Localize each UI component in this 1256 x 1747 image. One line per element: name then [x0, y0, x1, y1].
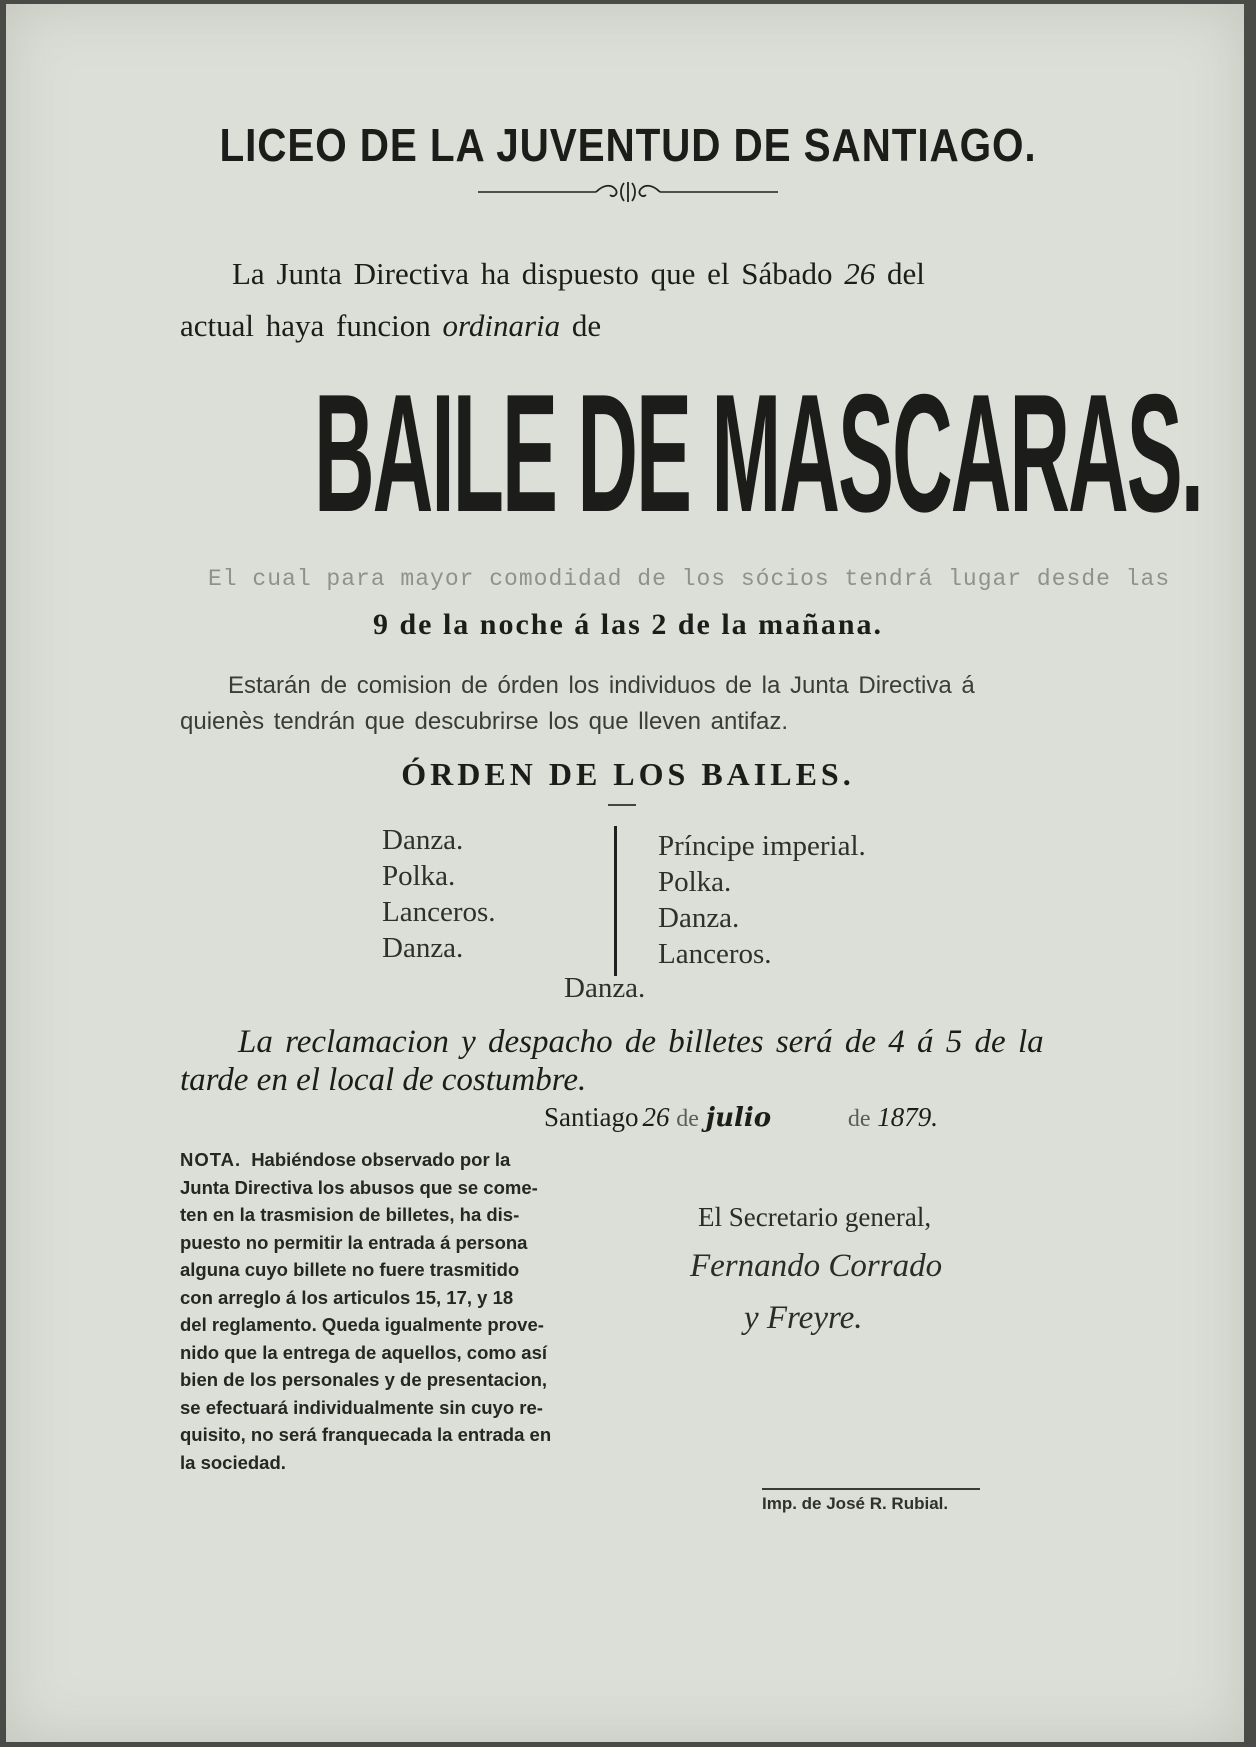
comision-line-2: quienès tendrán que descubrirse los que lleven antifaz.	[180, 708, 789, 735]
nota-line: Habiéndose observado por la	[251, 1149, 511, 1170]
nota-line: del reglamento. Queda igualmente prove-	[180, 1314, 544, 1335]
date-month: julio	[705, 1103, 772, 1133]
secretary-role: El Secretario general,	[698, 1202, 932, 1232]
printer-imprint: Imp. de José R. Rubial.	[762, 1494, 949, 1513]
event-hours: 9 de la noche á las 2 de la mañana.	[372, 608, 884, 641]
nota-line: bien de los personales y de presentacion,	[180, 1369, 548, 1390]
header-title: LICEO DE LA JUVENTUD DE SANTIAGO.	[219, 119, 1037, 171]
nota-block	[180, 1146, 551, 1476]
date-year: 1879.	[877, 1102, 938, 1132]
dance-item: Lanceros.	[382, 896, 496, 928]
event-title: BAILE DE MASCARAS.	[314, 359, 1203, 547]
date-city: Santiago	[544, 1102, 639, 1132]
nota-line: Junta Directiva los abusos que se come-	[180, 1176, 538, 1198]
nota-line: se efectuará individualmente sin cuyo re-	[180, 1396, 543, 1418]
nota-line: nido que la entrega de aquellos, como así	[180, 1341, 548, 1363]
dance-item-final: Danza.	[564, 972, 646, 1004]
imprint-rule	[762, 1488, 980, 1490]
comodidad-line: El cual para mayor comodidad de los sócios tendrá lugar desde las	[208, 566, 1171, 592]
nota-label: NOTA.	[180, 1149, 242, 1170]
nota-line: quisito, no será franquecada la entrada en	[180, 1424, 552, 1445]
dance-item: Danza.	[382, 824, 464, 856]
title-rule	[608, 804, 636, 806]
dance-item: Príncipe imperial.	[658, 830, 866, 862]
signature-name: Fernando Corrado	[690, 1248, 943, 1284]
dance-item: Polka.	[382, 860, 456, 892]
nota-line: puesto no permitir la entrada á persona	[180, 1231, 528, 1253]
tickets-line-2: tarde en el local de costumbre.	[180, 1062, 587, 1098]
date-day: 26	[642, 1102, 670, 1132]
dance-list-right	[658, 828, 866, 972]
function-kind: ordinaria	[442, 308, 561, 343]
nota-line: alguna cuyo billete no fuere trasmitido	[180, 1259, 520, 1280]
dance-item: Polka.	[658, 866, 732, 898]
intro-text: La Junta Directiva ha dispuesto que el Sábado	[232, 256, 845, 291]
comision-line-1: Estarán de comision de órden los individuos de la Junta Directiva á	[228, 672, 975, 699]
tickets-line-1: La reclamacion y despacho de billetes será de 4 á 5 de la	[238, 1024, 1044, 1060]
dance-item: Danza.	[382, 932, 464, 964]
intro-text: del	[875, 256, 925, 291]
signature-name: y Freyre.	[744, 1300, 863, 1336]
event-day: 26	[844, 256, 876, 291]
date-de: de	[676, 1106, 699, 1132]
dance-item: Lanceros.	[658, 938, 772, 970]
intro-text: actual haya funcion	[180, 308, 443, 343]
date-line	[544, 1102, 938, 1133]
nota-line: la sociedad.	[180, 1451, 286, 1473]
nota-line: con arreglo á los articulos 15, 17, y 18	[180, 1286, 514, 1308]
intro-line-2	[180, 308, 601, 344]
intro-text: de	[560, 308, 602, 343]
nota-line: ten en la trasmision de billetes, ha dis-	[180, 1204, 520, 1225]
dance-item: Danza.	[658, 902, 740, 934]
dance-order-title: ÓRDEN DE LOS BAILES.	[401, 756, 855, 792]
column-divider	[614, 826, 617, 976]
dance-list-left	[382, 822, 496, 966]
date-de: de	[847, 1106, 871, 1132]
intro-line-1	[232, 256, 925, 292]
ornament-divider	[0, 180, 1256, 209]
flourish-icon	[478, 180, 778, 204]
